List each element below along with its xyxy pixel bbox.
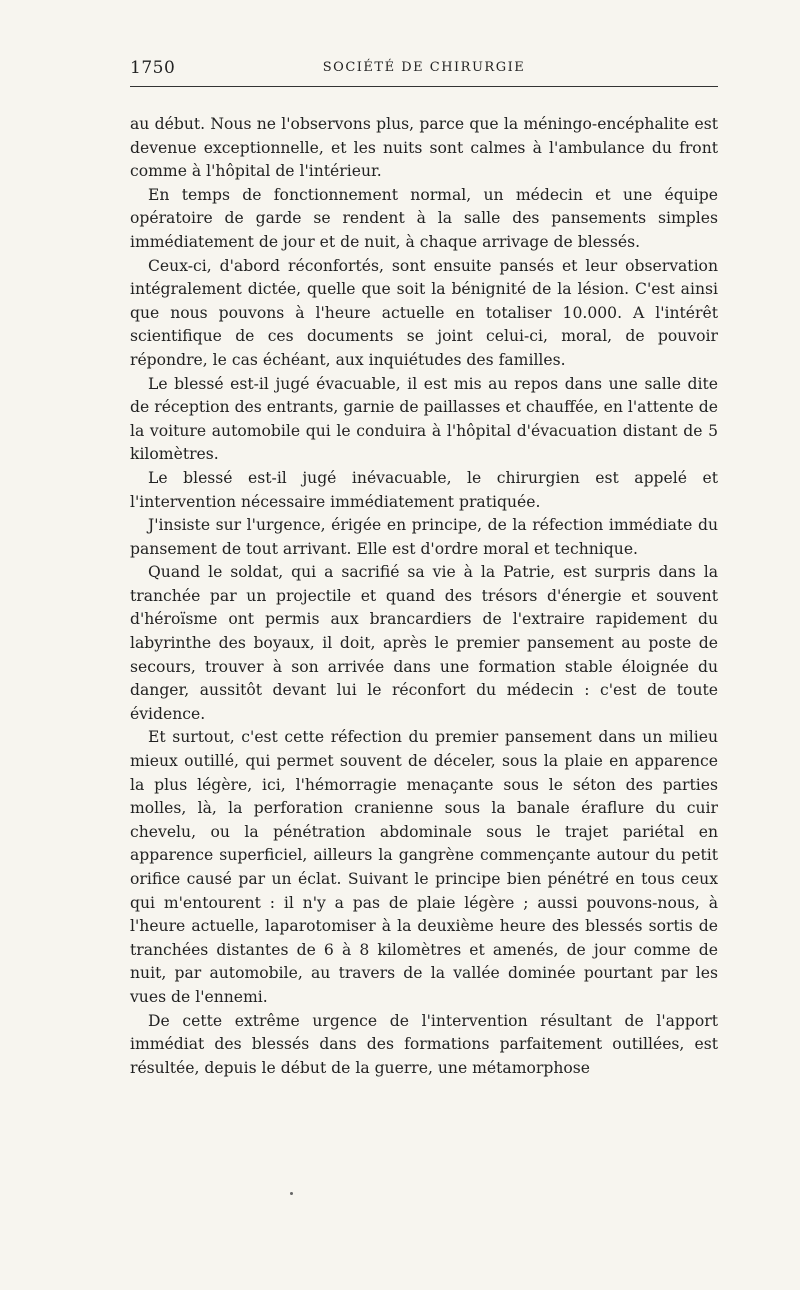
paragraph-3: Ceux-ci, d'abord réconfortés, sont ensuite pansés et leur observation intégralement dictée, quelle que soit la bénignité de la lésion. C'est ainsi que nous pouvons à l'heure actuelle en totaliser 10.000. A l'intérêt scientifique de ces documents se joint celui-ci, moral, de pouvoir répondre, le cas échéant, aux inquiétudes des familles. — [130, 256, 718, 369]
paragraph-5: Le blessé est-il jugé inévacuable, le chirurgien est appelé et l'intervention nécessaire immédiatement pratiquée. — [130, 468, 718, 511]
paragraph-2: En temps de fonctionnement normal, un médecin et une équipe opératoire de garde se rendent à la salle des pansements simples immédiatement de jour et de nuit, à chaque arrivage de blessés. — [130, 185, 718, 251]
paragraph-8: Et surtout, c'est cette réfection du premier pansement dans un milieu mieux outillé, qui permet souvent de déceler, sous la plaie en apparence la plus légère, ici, l'hémorragie menaçante sous le séton des parties molles, là, la perforation cranienne sous la banale éraflure du cuir chevelu, ou la pénétration abdominale sous le trajet pariétal en apparence superficiel, ailleurs la gangrène commençante autour du petit orifice causé par un éclat. Suivant le principe bien pénétré en tous ceux qui m'entourent : il n'y a pas de plaie légère ; aussi pouvons-nous, à l'heure actuelle, laparotomiser à la deuxième heure des blessés sortis de tranchées distantes de 6 à 8 kilomètres et amenés, de jour comme de nuit, par automobile, au travers de la vallée dominée pourtant par les vues de l'ennemi. — [130, 728, 718, 1006]
paragraph-4: Le blessé est-il jugé évacuable, il est mis au repos dans une salle dite de réception des entrants, garnie de paillasses et chauffée, en l'attente de la voiture automobile qui le conduira à l'hôpital d'évacuation distant de 5 kilomètres. — [130, 374, 718, 464]
paragraph-1: au début. Nous ne l'observons plus, parce que la méningo-encéphalite est devenue exceptionnelle, et les nuits sont calmes à l'ambulance du front comme à l'hôpital de l'intérieur. — [130, 115, 718, 181]
paragraph-6: J'insiste sur l'urgence, érigée en principe, de la réfection immédiate du pansement de tout arrivant. Elle est d'ordre moral et technique. — [130, 516, 718, 558]
page-header — [130, 58, 718, 87]
paragraph-7: Quand le soldat, qui a sacrifié sa vie à la Patrie, est surpris dans la tranchée par un projectile et quand des trésors d'énergie et souvent d'héroïsme ont permis aux brancardiers de l'extraire rapidement du labyrinthe des boyaux, il doit, après le premier pansement au poste de secours, trouver à son arrivée dans une formation stable éloignée du danger, aussitôt devant lui le réconfort du médecin : c'est de toute évidence. — [130, 563, 718, 723]
running-title: SOCIÉTÉ DE CHIRURGIE — [322, 60, 526, 75]
page-number: 1750 — [130, 58, 176, 78]
body-text — [130, 113, 718, 1080]
ink-speck — [290, 1192, 293, 1195]
paragraph-9: De cette extrême urgence de l'intervention résultant de l'apport immédiat des blessés dans des formations parfaitement outillées, est résultée, depuis le début de la guerre, une métamorphose — [130, 1011, 718, 1077]
